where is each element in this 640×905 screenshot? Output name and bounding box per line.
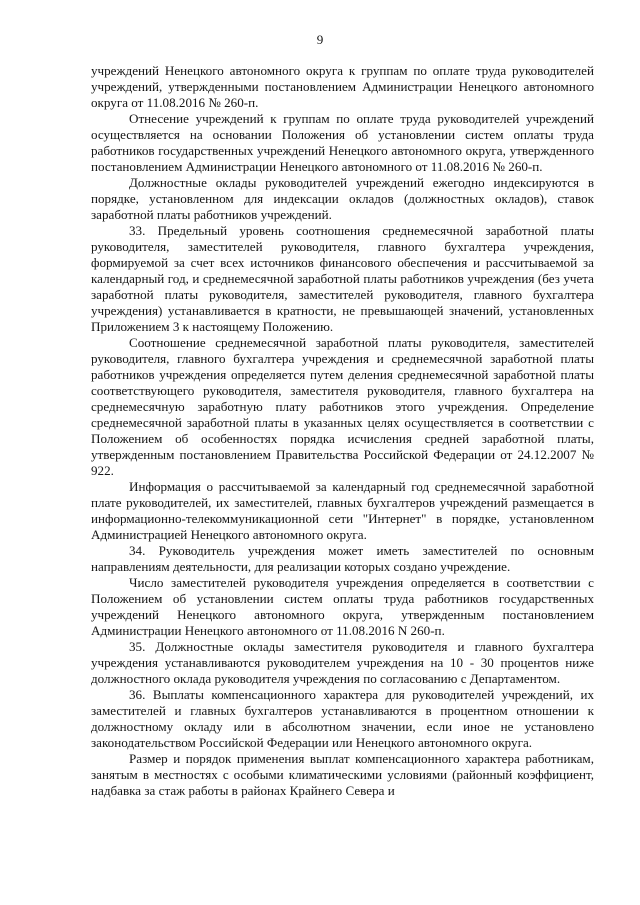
paragraph: Должностные оклады руководителей учреждений ежегодно индексируются в порядке, установленном для индексации окладов (должностных окладов), ставок заработной платы работников учреждений. [91,175,594,222]
document-body [91,63,594,799]
paragraph: Число заместителей руководителя учреждения определяется в соответствии с Положением об установлении систем оплаты труда работников государственных учреждений Ненецкого автономного округа, утвержденным постановлением Администрации Ненецкого автономного от 11.08.2016 N 260-п. [91,575,594,638]
paragraph: Соотношение среднемесячной заработной платы руководителя, заместителей руководителя, главного бухгалтера учреждения и среднемесячной заработной платы работников учреждения определяется путем деления среднемесячной заработной платы соответствующего руководителя, заместителя руководителя, главного бухгалтера на среднемесячную заработную плату работников этого учреждения. Определение среднемесячной заработной платы в указанных целях осуществляется в соответствии с Положением об особенностях порядка исчисления средней заработной платы, утвержденным постановлением Правительства Российской Федерации от 24.12.2007 № 922. [91,335,594,478]
paragraph: учреждений Ненецкого автономного округа к группам по оплате труда руководителей учреждений, утвержденными постановлением Администрации Ненецкого автономного округа от 11.08.2016 № 260-п. [91,63,594,110]
paragraph: Размер и порядок применения выплат компенсационного характера работникам, занятым в местностях с особыми климатическими условиями (районный коэффициент, надбавка за стаж работы в районах Крайнего Севера и [91,751,594,798]
paragraph: Информация о рассчитываемой за календарный год среднемесячной заработной плате руководителей, их заместителей, главных бухгалтеров учреждений размещается в информационно-телекоммуникационной сети "Интернет" в порядке, установленном Администрацией Ненецкого автономного округа. [91,479,594,542]
paragraph-item-35: 35. Должностные оклады заместителя руководителя и главного бухгалтера учреждения устанавливаются руководителем учреждения на 10 - 30 процентов ниже должностного оклада руководителя учреждения по согласованию с Департаментом. [91,639,594,686]
paragraph-item-33: 33. Предельный уровень соотношения среднемесячной заработной платы руководителя, заместителей руководителя, главного бухгалтера учреждения, формируемой за счет всех источников финансового обеспечения и рассчитываемой за календарный год, и среднемесячной заработной платы работников учреждения (без учета заработной платы руководителя, заместителей руководителя, главного бухгалтера учреждения) устанавливается в кратности, не превышающей значений, установленных Приложением 3 к настоящему Положению. [91,223,594,334]
paragraph: Отнесение учреждений к группам по оплате труда руководителей учреждений осуществляется на основании Положения об установлении систем оплаты труда работников государственных учреждений Ненецкого автономного округа, утвержденного постановлением Администрации Ненецкого автономного от 11.08.2016 № 260-п. [91,111,594,174]
paragraph-item-34: 34. Руководитель учреждения может иметь заместителей по основным направлениям деятельности, для реализации которых создано учреждение. [91,543,594,574]
page-number: 9 [316,32,324,47]
paragraph-item-36: 36. Выплаты компенсационного характера для руководителей учреждений, их заместителей и главных бухгалтеров устанавливаются в процентном отношении к должностному окладу или в абсолютном значении, если иное не установлено законодательством Российской Федерации или Ненецкого автономного округа. [91,687,594,750]
